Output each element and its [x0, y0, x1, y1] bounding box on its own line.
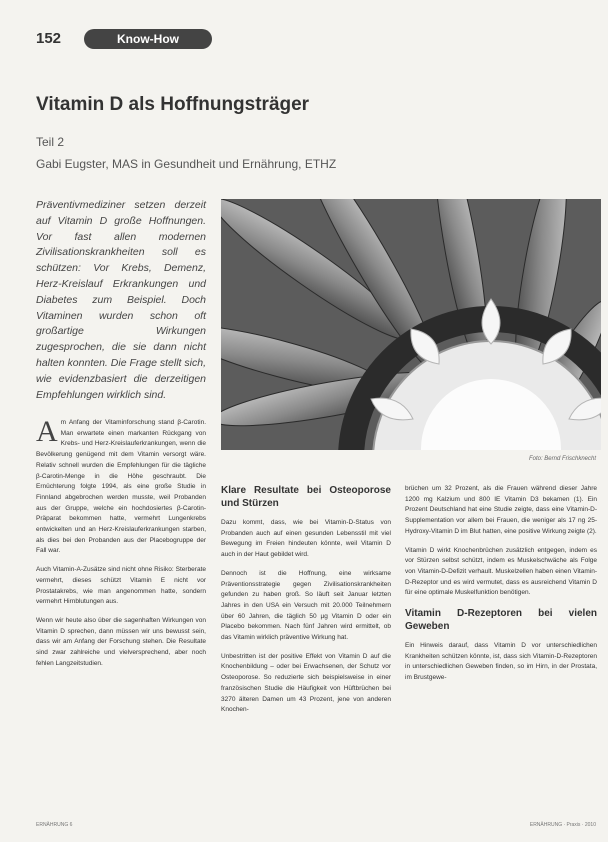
lead-paragraph: Präventivmediziner setzen derzeit auf Vitamin D große Hoffnungen. Vor fast allen modernen Zivilisationskrankheiten soll es schützen: Vor Krebs, Demenz, Herz-Kreislauf Erkrankungen und Diabetes zum Beispiel. Doch Vitaminen wurden schon oft großartige Wirkungen zugesprochen, die sie dann nicht halten konnten. Die Frage stellt sich, wie evidenzbasiert die derzeitigen Empfehlungen wirklich sind.: [36, 199, 206, 401]
paragraph-text: m Anfang der Vitaminforschung stand β-Carotin. Man erwartete einen markanten Rückgang von Krebs- und Herz-Kreislauferkrankungen, wenn die Bevölkerung genügend mit dem Vitamin versorgt wäre. Relativ schnell wurden die Empfehlungen für die tägliche β-Carotin-Menge in die Höhe geschraubt. Die Ernüchterung folgte 1994, als eine große Studie in Finnland abgebrochen werden musste, weil Probanden aus der Gruppe, welche ein hochdosiertes β-Carotin-Präparat bekommen hatte, vermehrt Lungenkrebs entwickelten und an Herz-Kreislauferkrankungen starben, als dies bei den Probanden aus der Placebogruppe der Fall war.: [36, 419, 206, 555]
body-paragraph: Dennoch ist die Hoffnung, eine wirksame Präventionsstrategie gegen Zivilisationskrankheiten gefunden zu haben groß. So läuft seit Januar letzten Jahres in den USA ein Versuch mit 20.000 Teilnehmern über 60 Jahren, die täglich 50 µg Vitamin D oder ein Placebo bekommen. Nach fünf Jahren wird ermittelt, ob das Vitamin wirklich präventive Wirkung hat.: [221, 569, 391, 642]
body-column-3: [405, 484, 597, 692]
page-number: 152: [36, 30, 62, 47]
section-heading: Klare Resultate bei Osteoporose und Stürzen: [221, 485, 391, 509]
article-byline: Gabi Eugster, MAS in Gesundheit und Ernährung, ETHZ: [36, 157, 337, 171]
body-paragraph: brüchen um 32 Prozent, als die Frauen während dieser Jahre 1200 mg Kalzium und 800 IE Vitamin D3 bekamen (1). Ein Prozent Deutschland hat eine Studie zeigte, dass eine Vitamin-D-Supplementation vor allem bei Frauen, die weniger als 17 ng 25-Hydroxy-Vitamin D im Blut hatten, eine positive Wirkung zeigte (2).: [405, 485, 597, 535]
drop-cap: A: [36, 415, 58, 448]
section-badge: Know-How: [84, 29, 212, 49]
body-paragraph: Wenn wir heute also über die sagenhaften Wirkungen von Vitamin D sprechen, dann müssen wir uns bewusst sein, dass wir am Anfang der Forschung stehen. Die Resultate sind zwar zahlreiche und vielversprechend, aber noch fehlen Langzeitstudien.: [36, 616, 206, 667]
article-photo: [221, 199, 601, 450]
photo-caption: Foto: Bernd Frischknecht: [528, 456, 596, 462]
body-paragraph: Unbestritten ist der positive Effekt von Vitamin D auf die Knochenbildung – oder bei Erwachsenen, der Schutz vor Osteoporose. So reduzierte sich beispielsweise in einer französischen Studie die Häufigkeit von Hüftbrüchen bei 3270 älteren Damen um 43 Prozent, jene von anderen Knochen-: [221, 652, 391, 714]
footer-left: ERNÄHRUNG 6: [36, 822, 73, 828]
article-part: Teil 2: [36, 135, 65, 149]
section-heading: Vitamin D-Rezeptoren bei vielen Geweben: [405, 608, 597, 633]
body-paragraph: Vitamin D wirkt Knochenbrüchen zusätzlich entgegen, indem es vor Stürzen selbst schützt, indem es Muskelschwäche als Folge von Vitamin-D-Defizit verhault. Muskelzellen haben einen Vitamin-D-Rezeptor und es wird vermutet, dass es ausreichend Vitamin D für eine optimale Muskelfunktion benötigen.: [405, 546, 597, 597]
fish-plate-image: [221, 199, 601, 450]
body-paragraph: Auch Vitamin-A-Zusätze sind nicht ohne Risiko: Sterberate vermehrt, dieses schützt Vitamin E nicht vor Prostatakrebs, wie man angenommen hatte, sondern vermehrt Hirnblutungen aus.: [36, 566, 206, 606]
body-column-2: [221, 484, 391, 724]
body-paragraph: [36, 415, 206, 557]
body-paragraph: Ein Hinweis darauf, dass Vitamin D vor unterschiedlichen Krankheiten schützen könnte, ist, dass sich Vitamin-D-Rezeptoren in unterschiedlichen Geweben finden, so im Hirn, in der Prostata, im Brustgewe-: [405, 642, 597, 682]
article-title: Vitamin D als Hoffnungsträger: [36, 94, 310, 115]
body-column-1: [36, 415, 206, 677]
footer-right: ERNÄHRUNG · Praxis · 2010: [529, 822, 596, 828]
body-paragraph: Dazu kommt, dass, wie bei Vitamin-D-Status von Probanden auch auf einen gesunden Lebensstil mit viel Bewegung im Freien hindeuten könnte, weil Vitamin D auch in der Haut gebildet wird.: [221, 519, 391, 559]
